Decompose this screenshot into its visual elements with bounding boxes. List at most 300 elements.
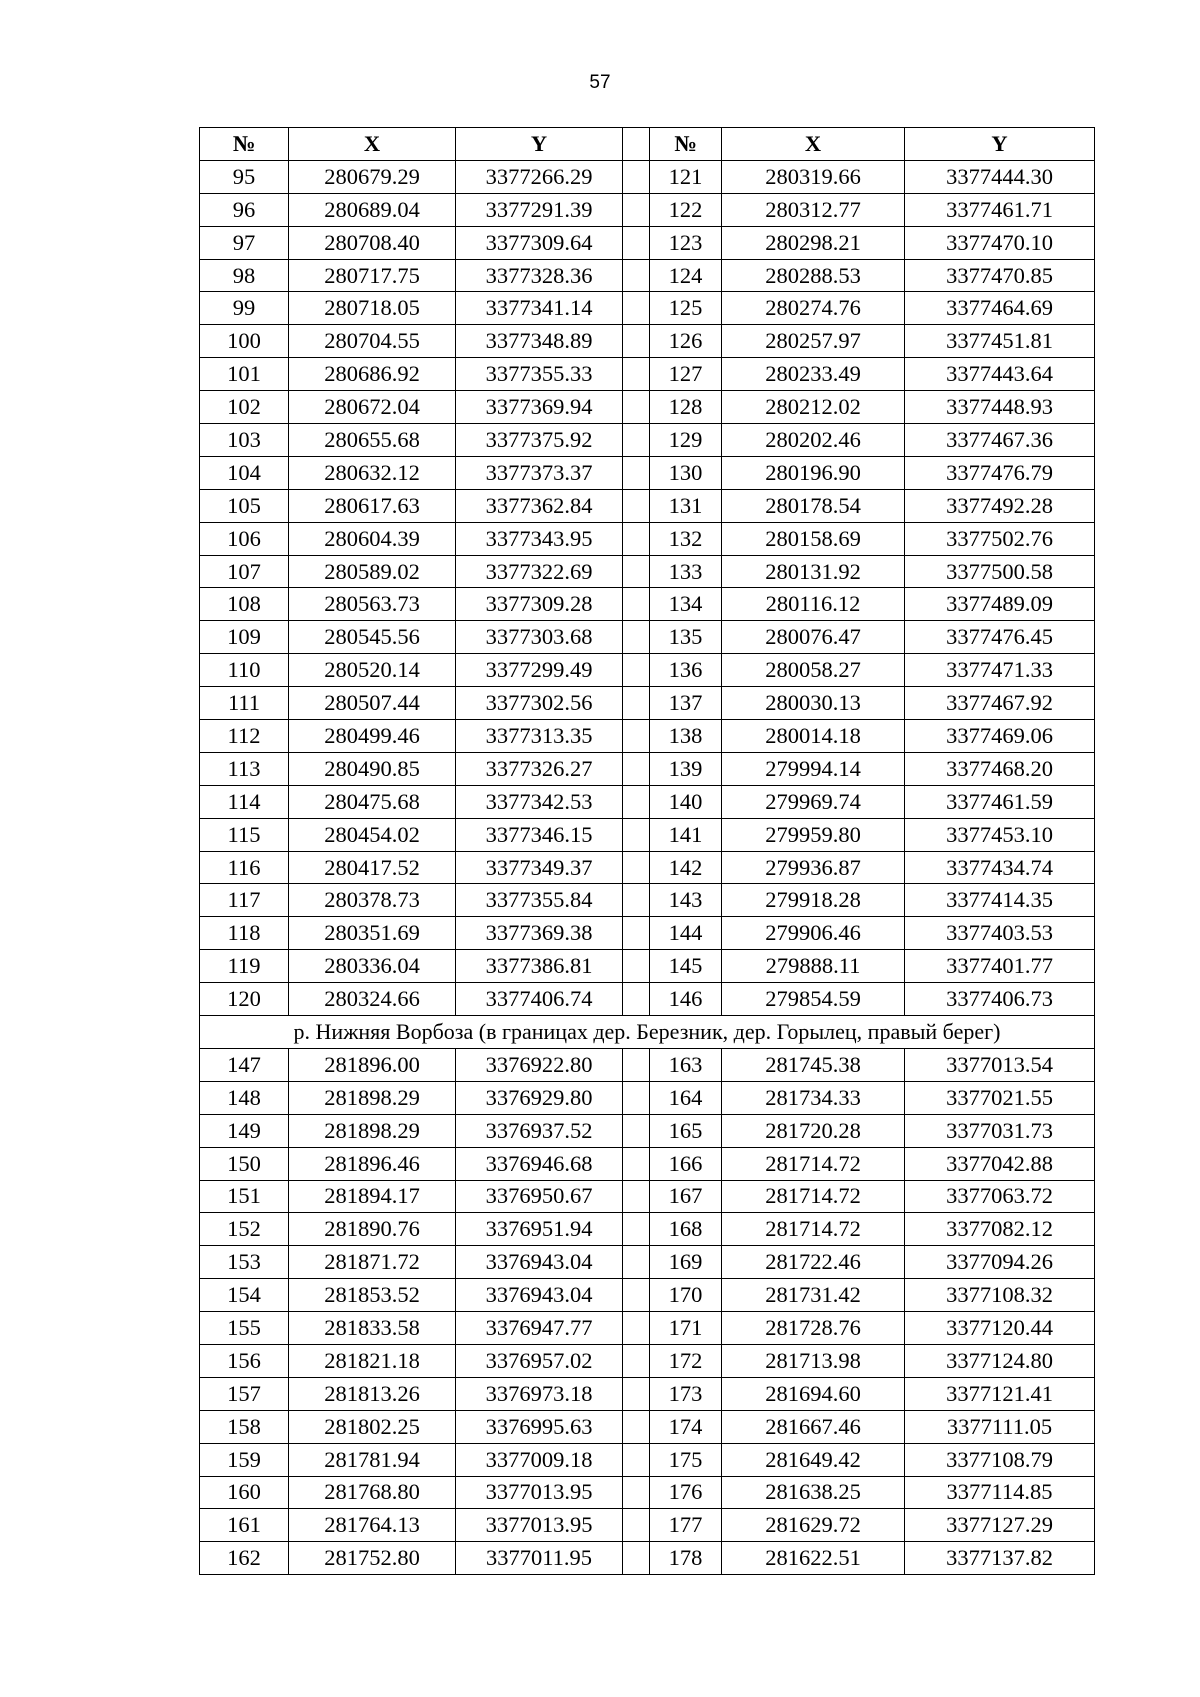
y-coordinate-right: 3377470.85 [905,259,1095,292]
x-coordinate-right: 281694.60 [722,1377,905,1410]
point-number-right: 166 [650,1147,722,1180]
table-row [200,1180,1095,1213]
x-coordinate-right: 280058.27 [722,654,905,687]
table-row [200,917,1095,950]
spacer-cell [623,1443,650,1476]
point-number-left: 153 [200,1246,289,1279]
spacer-cell [623,1180,650,1213]
point-number-left: 99 [200,292,289,325]
x-coordinate-left: 280704.55 [289,325,456,358]
y-coordinate-left: 3377309.64 [456,226,623,259]
y-coordinate-right: 3377467.92 [905,687,1095,720]
point-number-left: 96 [200,193,289,226]
x-coordinate-left: 281896.00 [289,1048,456,1081]
point-number-left: 110 [200,654,289,687]
point-number-right: 130 [650,456,722,489]
table-row [200,522,1095,555]
point-number-right: 122 [650,193,722,226]
y-coordinate-left: 3377362.84 [456,489,623,522]
table-row [200,555,1095,588]
x-coordinate-left: 280475.68 [289,785,456,818]
table-row [200,1344,1095,1377]
y-coordinate-left: 3376950.67 [456,1180,623,1213]
x-coordinate-right: 281713.98 [722,1344,905,1377]
table-row [200,752,1095,785]
x-coordinate-right: 279994.14 [722,752,905,785]
point-number-left: 113 [200,752,289,785]
y-coordinate-right: 3377467.36 [905,424,1095,457]
x-coordinate-left: 280507.44 [289,687,456,720]
x-coordinate-left: 280545.56 [289,621,456,654]
point-number-left: 97 [200,226,289,259]
table-row [200,785,1095,818]
x-coordinate-right: 279959.80 [722,818,905,851]
x-coordinate-right: 281629.72 [722,1509,905,1542]
point-number-left: 118 [200,917,289,950]
spacer-cell [623,1081,650,1114]
x-coordinate-right: 280158.69 [722,522,905,555]
table-row [200,193,1095,226]
point-number-right: 137 [650,687,722,720]
spacer-cell [623,654,650,687]
point-number-right: 174 [650,1410,722,1443]
x-coordinate-right: 280202.46 [722,424,905,457]
x-coordinate-left: 280717.75 [289,259,456,292]
y-coordinate-right: 3377403.53 [905,917,1095,950]
point-number-left: 102 [200,391,289,424]
x-coordinate-left: 280499.46 [289,720,456,753]
y-coordinate-right: 3377502.76 [905,522,1095,555]
table-row [200,1410,1095,1443]
y-coordinate-left: 3377326.27 [456,752,623,785]
spacer-cell [623,1344,650,1377]
y-coordinate-left: 3377313.35 [456,720,623,753]
x-coordinate-left: 281898.29 [289,1114,456,1147]
y-coordinate-left: 3376943.04 [456,1279,623,1312]
y-coordinate-left: 3377348.89 [456,325,623,358]
y-coordinate-right: 3377406.73 [905,983,1095,1016]
spacer-cell [623,456,650,489]
x-coordinate-left: 281781.94 [289,1443,456,1476]
table-header [200,128,1095,161]
point-number-left: 111 [200,687,289,720]
point-number-left: 100 [200,325,289,358]
coordinates-table [199,127,1095,1575]
x-coordinate-right: 280319.66 [722,160,905,193]
y-coordinate-left: 3377302.56 [456,687,623,720]
spacer-cell [623,1509,650,1542]
spacer-cell [623,752,650,785]
x-coordinate-left: 280679.29 [289,160,456,193]
x-coordinate-left: 280324.66 [289,983,456,1016]
x-coordinate-left: 280378.73 [289,884,456,917]
page-number: 57 [589,72,611,93]
y-coordinate-left: 3377011.95 [456,1542,623,1575]
point-number-right: 146 [650,983,722,1016]
header-y-left: Y [456,128,623,161]
spacer-cell [623,1246,650,1279]
y-coordinate-right: 3377111.05 [905,1410,1095,1443]
point-number-left: 108 [200,588,289,621]
x-coordinate-left: 281752.80 [289,1542,456,1575]
y-coordinate-right: 3377468.20 [905,752,1095,785]
x-coordinate-right: 279936.87 [722,851,905,884]
x-coordinate-left: 280589.02 [289,555,456,588]
table-row [200,1279,1095,1312]
y-coordinate-left: 3376957.02 [456,1344,623,1377]
x-coordinate-left: 280632.12 [289,456,456,489]
point-number-left: 120 [200,983,289,1016]
point-number-left: 119 [200,950,289,983]
point-number-right: 123 [650,226,722,259]
spacer-cell [623,1279,650,1312]
x-coordinate-left: 281821.18 [289,1344,456,1377]
y-coordinate-right: 3377127.29 [905,1509,1095,1542]
point-number-left: 157 [200,1377,289,1410]
point-number-right: 141 [650,818,722,851]
point-number-right: 164 [650,1081,722,1114]
y-coordinate-right: 3377448.93 [905,391,1095,424]
y-coordinate-left: 3377406.74 [456,983,623,1016]
y-coordinate-left: 3377328.36 [456,259,623,292]
y-coordinate-left: 3377342.53 [456,785,623,818]
point-number-right: 177 [650,1509,722,1542]
point-number-left: 150 [200,1147,289,1180]
x-coordinate-right: 280288.53 [722,259,905,292]
spacer-cell [623,1410,650,1443]
spacer-cell [623,917,650,950]
point-number-right: 138 [650,720,722,753]
y-coordinate-right: 3377082.12 [905,1213,1095,1246]
table-row [200,983,1095,1016]
y-coordinate-right: 3377108.79 [905,1443,1095,1476]
table-row [200,1246,1095,1279]
table-row [200,654,1095,687]
y-coordinate-right: 3377489.09 [905,588,1095,621]
x-coordinate-right: 281731.42 [722,1279,905,1312]
x-coordinate-left: 280351.69 [289,917,456,950]
point-number-right: 125 [650,292,722,325]
spacer-cell [623,1147,650,1180]
table-body [200,160,1095,1574]
y-coordinate-right: 3377453.10 [905,818,1095,851]
y-coordinate-left: 3377369.38 [456,917,623,950]
point-number-right: 163 [650,1048,722,1081]
y-coordinate-left: 3376995.63 [456,1410,623,1443]
spacer-cell [623,391,650,424]
y-coordinate-right: 3377443.64 [905,358,1095,391]
point-number-left: 160 [200,1476,289,1509]
x-coordinate-right: 280233.49 [722,358,905,391]
table-row [200,226,1095,259]
header-spacer [623,128,650,161]
point-number-right: 124 [650,259,722,292]
spacer-cell [623,785,650,818]
x-coordinate-right: 280014.18 [722,720,905,753]
point-number-right: 132 [650,522,722,555]
point-number-left: 103 [200,424,289,457]
y-coordinate-right: 3377124.80 [905,1344,1095,1377]
point-number-right: 173 [650,1377,722,1410]
y-coordinate-left: 3376922.80 [456,1048,623,1081]
y-coordinate-left: 3377373.37 [456,456,623,489]
spacer-cell [623,851,650,884]
y-coordinate-left: 3377303.68 [456,621,623,654]
table-row [200,424,1095,457]
point-number-left: 117 [200,884,289,917]
table-row [200,1476,1095,1509]
spacer-cell [623,555,650,588]
x-coordinate-right: 279918.28 [722,884,905,917]
x-coordinate-right: 281722.46 [722,1246,905,1279]
y-coordinate-left: 3377322.69 [456,555,623,588]
point-number-right: 165 [650,1114,722,1147]
y-coordinate-right: 3377434.74 [905,851,1095,884]
x-coordinate-left: 281768.80 [289,1476,456,1509]
x-coordinate-right: 280131.92 [722,555,905,588]
x-coordinate-left: 280490.85 [289,752,456,785]
y-coordinate-left: 3376929.80 [456,1081,623,1114]
point-number-right: 145 [650,950,722,983]
y-coordinate-right: 3377121.41 [905,1377,1095,1410]
spacer-cell [623,424,650,457]
y-coordinate-left: 3377386.81 [456,950,623,983]
point-number-right: 134 [650,588,722,621]
point-number-right: 169 [650,1246,722,1279]
point-number-left: 105 [200,489,289,522]
table-row [200,259,1095,292]
point-number-left: 109 [200,621,289,654]
point-number-left: 156 [200,1344,289,1377]
table-row [200,884,1095,917]
x-coordinate-left: 280520.14 [289,654,456,687]
table-row [200,1509,1095,1542]
point-number-right: 136 [650,654,722,687]
header-y-right: Y [905,128,1095,161]
point-number-right: 144 [650,917,722,950]
table-row [200,1213,1095,1246]
y-coordinate-right: 3377451.81 [905,325,1095,358]
spacer-cell [623,489,650,522]
point-number-right: 133 [650,555,722,588]
spacer-cell [623,884,650,917]
y-coordinate-left: 3376973.18 [456,1377,623,1410]
y-coordinate-left: 3376937.52 [456,1114,623,1147]
x-coordinate-right: 280312.77 [722,193,905,226]
point-number-left: 159 [200,1443,289,1476]
table-row [200,489,1095,522]
point-number-right: 170 [650,1279,722,1312]
x-coordinate-left: 281813.26 [289,1377,456,1410]
table-row [200,325,1095,358]
section-title: р. Нижняя Ворбоза (в границах дер. Березник, дер. Горылец, правый берег) [200,1016,1095,1049]
spacer-cell [623,358,650,391]
table-row [200,1377,1095,1410]
spacer-cell [623,1213,650,1246]
spacer-cell [623,325,650,358]
spacer-cell [623,1476,650,1509]
x-coordinate-left: 280686.92 [289,358,456,391]
spacer-cell [623,687,650,720]
point-number-right: 139 [650,752,722,785]
header-number-right: № [650,128,722,161]
point-number-left: 148 [200,1081,289,1114]
table-row [200,160,1095,193]
point-number-right: 126 [650,325,722,358]
table-row [200,818,1095,851]
x-coordinate-right: 280257.97 [722,325,905,358]
spacer-cell [623,1542,650,1575]
x-coordinate-right: 281622.51 [722,1542,905,1575]
y-coordinate-right: 3377461.71 [905,193,1095,226]
point-number-left: 115 [200,818,289,851]
table-row [200,588,1095,621]
x-coordinate-left: 280617.63 [289,489,456,522]
y-coordinate-right: 3377476.45 [905,621,1095,654]
x-coordinate-right: 280116.12 [722,588,905,621]
spacer-cell [623,160,650,193]
x-coordinate-left: 281853.52 [289,1279,456,1312]
x-coordinate-right: 280178.54 [722,489,905,522]
x-coordinate-right: 280212.02 [722,391,905,424]
y-coordinate-left: 3377013.95 [456,1509,623,1542]
y-coordinate-right: 3377401.77 [905,950,1095,983]
spacer-cell [623,588,650,621]
point-number-right: 127 [650,358,722,391]
x-coordinate-left: 281833.58 [289,1312,456,1345]
y-coordinate-left: 3377291.39 [456,193,623,226]
y-coordinate-right: 3377114.85 [905,1476,1095,1509]
y-coordinate-right: 3377063.72 [905,1180,1095,1213]
x-coordinate-right: 280274.76 [722,292,905,325]
point-number-left: 116 [200,851,289,884]
point-number-left: 104 [200,456,289,489]
header-number-left: № [200,128,289,161]
y-coordinate-left: 3376951.94 [456,1213,623,1246]
y-coordinate-right: 3377471.33 [905,654,1095,687]
y-coordinate-right: 3377476.79 [905,456,1095,489]
header-row [200,128,1095,161]
point-number-left: 114 [200,785,289,818]
point-number-left: 95 [200,160,289,193]
x-coordinate-left: 281890.76 [289,1213,456,1246]
x-coordinate-left: 281802.25 [289,1410,456,1443]
y-coordinate-left: 3377355.33 [456,358,623,391]
y-coordinate-right: 3377120.44 [905,1312,1095,1345]
y-coordinate-left: 3377309.28 [456,588,623,621]
x-coordinate-right: 280076.47 [722,621,905,654]
x-coordinate-left: 281894.17 [289,1180,456,1213]
x-coordinate-right: 281638.25 [722,1476,905,1509]
y-coordinate-right: 3377470.10 [905,226,1095,259]
x-coordinate-left: 280604.39 [289,522,456,555]
table-row [200,1114,1095,1147]
spacer-cell [623,1377,650,1410]
y-coordinate-right: 3377461.59 [905,785,1095,818]
spacer-cell [623,226,650,259]
spacer-cell [623,1312,650,1345]
table-row [200,358,1095,391]
x-coordinate-right: 280298.21 [722,226,905,259]
y-coordinate-right: 3377414.35 [905,884,1095,917]
spacer-cell [623,259,650,292]
y-coordinate-left: 3377369.94 [456,391,623,424]
spacer-cell [623,292,650,325]
x-coordinate-left: 280417.52 [289,851,456,884]
x-coordinate-right: 281734.33 [722,1081,905,1114]
spacer-cell [623,720,650,753]
point-number-left: 149 [200,1114,289,1147]
table-row [200,1443,1095,1476]
spacer-cell [623,1048,650,1081]
table-row [200,720,1095,753]
y-coordinate-left: 3376947.77 [456,1312,623,1345]
table-row [200,391,1095,424]
y-coordinate-right: 3377464.69 [905,292,1095,325]
x-coordinate-right: 281649.42 [722,1443,905,1476]
spacer-cell [623,950,650,983]
table-row [200,1081,1095,1114]
point-number-right: 172 [650,1344,722,1377]
point-number-left: 152 [200,1213,289,1246]
x-coordinate-left: 280454.02 [289,818,456,851]
point-number-left: 107 [200,555,289,588]
point-number-left: 98 [200,259,289,292]
x-coordinate-right: 279969.74 [722,785,905,818]
y-coordinate-right: 3377013.54 [905,1048,1095,1081]
y-coordinate-left: 3376946.68 [456,1147,623,1180]
spacer-cell [623,1114,650,1147]
point-number-left: 161 [200,1509,289,1542]
table-row [200,1048,1095,1081]
x-coordinate-left: 280655.68 [289,424,456,457]
table-row [200,851,1095,884]
point-number-right: 143 [650,884,722,917]
y-coordinate-left: 3377355.84 [456,884,623,917]
x-coordinate-right: 281745.38 [722,1048,905,1081]
spacer-cell [623,522,650,555]
point-number-left: 155 [200,1312,289,1345]
point-number-left: 147 [200,1048,289,1081]
table-row [200,621,1095,654]
x-coordinate-right: 280196.90 [722,456,905,489]
y-coordinate-right: 3377042.88 [905,1147,1095,1180]
header-x-left: X [289,128,456,161]
point-number-left: 101 [200,358,289,391]
y-coordinate-left: 3376943.04 [456,1246,623,1279]
y-coordinate-right: 3377500.58 [905,555,1095,588]
y-coordinate-left: 3377341.14 [456,292,623,325]
y-coordinate-left: 3377349.37 [456,851,623,884]
point-number-right: 171 [650,1312,722,1345]
point-number-right: 129 [650,424,722,457]
point-number-right: 178 [650,1542,722,1575]
y-coordinate-left: 3377346.15 [456,818,623,851]
x-coordinate-left: 281871.72 [289,1246,456,1279]
point-number-left: 158 [200,1410,289,1443]
table-row [200,687,1095,720]
point-number-right: 131 [650,489,722,522]
table-row [200,456,1095,489]
spacer-cell [623,193,650,226]
point-number-left: 162 [200,1542,289,1575]
spacer-cell [623,818,650,851]
y-coordinate-right: 3377444.30 [905,160,1095,193]
table-row [200,292,1095,325]
y-coordinate-left: 3377299.49 [456,654,623,687]
x-coordinate-right: 280030.13 [722,687,905,720]
y-coordinate-left: 3377266.29 [456,160,623,193]
